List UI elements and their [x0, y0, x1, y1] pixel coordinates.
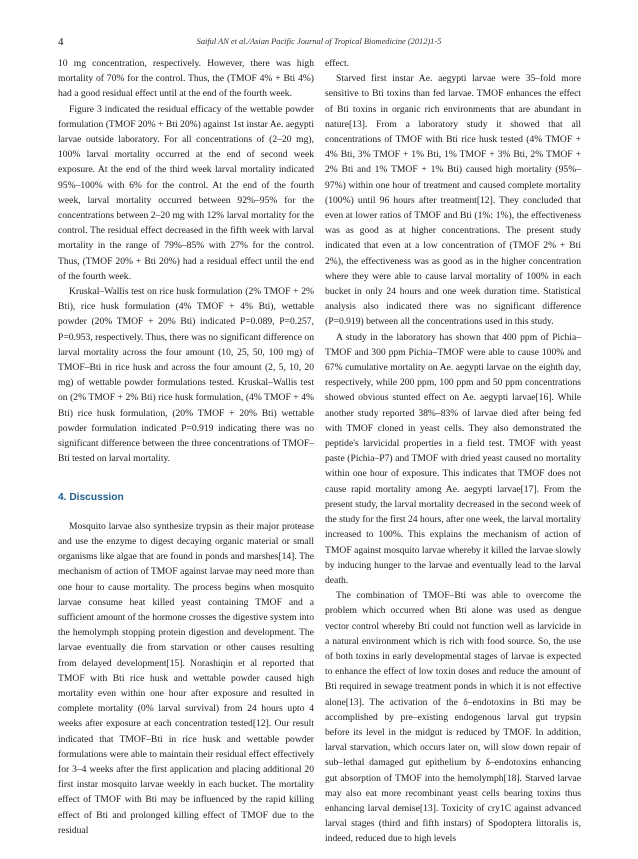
section-heading-discussion: 4. Discussion [58, 492, 124, 504]
running-head: Saiful AN et al./Asian Pacific Journal of Tropical Biomedicine (2012)1-5 [196, 37, 442, 46]
discussion-paragraph-continued: effect. [325, 58, 350, 69]
discussion-paragraph-3: A study in the laboratory has shown that 400 ppm of Pichia–TMOF and 300 ppm Pichia–TMOF were able to cause 100% and 67% cumulative mortality on Ae. aegypti larvae on the eighth day, respectively, while 200 ppm, 100 ppm and 50 ppm concentrations showed obvious stunted effect on Ae. aegypti larvae[16]. While another study reported 38%–83% of larvae died after being fed with TMOF cloned in yeast cells. They also demonstrated the peptide's larvicidal properties in a field test. TMOF with yeast paste (Pichia–P7) and TMOF with dried yeast caused no mortality within one hour of exposure. This indicates that TMOF does not cause rapid mortality among Ae. aegypti larvae[17]. From the present study, the larval mortality decreased in the second week of the study for the first 24 hours, after one week, the larval mortality increased to 100%. This explains the mechanism of action of TMOF against mosquito larvae whereby it killed the larvae slowly by inducing hunger to the larvae and eventually lead to the larval death. [325, 331, 581, 586]
right-column [325, 56, 581, 847]
left-column [58, 56, 314, 838]
results-paragraph-1: 10 mg concentration, respectively. However, there was high mortality of 70% for the control. Thus, the (TMOF 4% + Bti 4%) had a good residual effect until at the end of the fourth week. [58, 58, 314, 100]
page-number: 4 [58, 36, 64, 48]
discussion-paragraph-2: Starved first instar Ae. aegypti larvae were 35–fold more sensitive to Bti toxins than fed larvae. TMOF enhances the effect of Bti toxins in organic rich environments that are abundant in nature[13]. From a laboratory study it showed that all concentrations of TMOF with Bti rice husk tested (4% TMOF + 4% Bti, 3% TMOF + 1% Bti, 1% TMOF + 3% Bti, 2% TMOF + 2% Bti and 1% TMOF + 1% Bti) caused high mortality (95%–97%) within one hour of treatment and caused complete mortality (100%) until 96 hours after treatment[12]. They concluded that even at lower ratios of TMOF and Bti (1%: 1%), the effectiveness was as good as at higher concentrations. The present study indicated that even at a low concentration of (TMOF 2% + Bti 2%), the effectiveness was as good as in the higher concentration where they were able to cause larval mortality of 100% in each bucket in only 24 hours and one week duration time. Statistical analysis also indicated there was no significant difference (P=0.919) between all the concentrations used in this study. [325, 73, 581, 328]
discussion-paragraph-1: Mosquito larvae also synthesize trypsin as their major protease and use the enzyme to digest decaying organic material or small organisms like algae that are found in ponds and marshes[14]. The mechanism of action of TMOF against larvae may need more than one hour to cause mortality. The process begins when mosquito larvae consume heat killed yeast containing TMOF and a sufficient amount of the hormone crosses the digestive system into the hemolymph stopping protein digestion and development. The larvae eventually die from starvation or other causes resulting from delayed development[15]. Norashiqin et al reported that TMOF with Bti rice husk and wettable powder caused high mortality even within one hour after exposure and resulted in complete mortality (0% larval survival) from 24 hours upto 4 weeks after exposure at each concentration tested[12]. Our result indicated that TMOF–Bti in rice husk and wettable powder formulations were able to maintain their residual effect effectively for 3–4 weeks after the first application and placing additional 20 first instar mosquito larvae weekly in each bucket. The mortality effect of TMOF with Bti may be influenced by the rapid killing effect of Bti and prolonged killing effect of TMOF due to the residual [58, 520, 314, 836]
results-paragraph-3: Kruskal–Wallis test on rice husk formulation (2% TMOF + 2% Bti), rice husk formulation (4% TMOF + 4% Bti), wettable powder (20% TMOF + 20% Bti) indicated P=0.089, P=0.257, P=0.953, respectively. Thus, there was no significant difference on larval mortality across the four amount (10, 25, 50, 100 mg) of TMOF–Bti in rice husk and across the four amount (2, 5, 10, 20 mg) of wettable powder formulations tested. Kruskal–Wallis test on (2% TMOF + 2% Bti) rice husk formulation, (4% TMOF + 4% Bti) rice husk formulation, (20% TMOF + 20% Bti) wettable powder formulation indicated P=0.919 indicating there was no significant difference between the three concentrations of TMOF–Bti tested on larval mortality. [58, 286, 314, 465]
results-paragraph-2: Figure 3 indicated the residual efficacy of the wettable powder formulation (TMOF 20% + Bti 20%) against 1st instar Ae. aegypti larvae outside laboratory. For all concentrations of (2–20 mg), 100% larval mortality occurred at the end of second week exposure. At the end of the third week larval mortality indicated 95%–100% with 6% for the control. At the end of the fourth week, larval mortality occurred between 92%–95% for the concentrations between 2–20 mg with 12% larval mortality for the control. The residual effect decreased in the fifth week with larval mortality in the range of 79%–85% with 27% for the control. Thus, (TMOF 20% + Bti 20%) had a residual effect until the end of the fourth week. [58, 103, 314, 282]
discussion-paragraph-4: The combination of TMOF–Bti was able to overcome the problem which occurred when Bti alone was used as dengue vector control whereby Bti could not function well as larvicide in a natural environment which is rich with food source. So, the use of both toxins in early developmental stages of larvae is expected to enhance the effect of low toxin doses and reduce the amount of Bti required in sewage treatment ponds in which it is not effective alone[13]. The activation of the δ–endotoxins in Bti may be accomplished by pre–existing endogenous larval gut trypsin before its level in the midgut is reduced by TMOF. In addition, larval starvation, which occurs later on, will slow down repair of sub–lethal damaged gut epithelium by δ–endotoxins enhancing gut absorption of TMOF into the hemolymph[18]. Starved larvae may also eat more recombinant yeast cells bearing toxins thus enhancing larval demise[13]. Toxicity of cry1C against advanced larval stages (third and fifth instars) of Spodoptera littoralis is, indeed, reduced due to high levels [325, 590, 581, 845]
